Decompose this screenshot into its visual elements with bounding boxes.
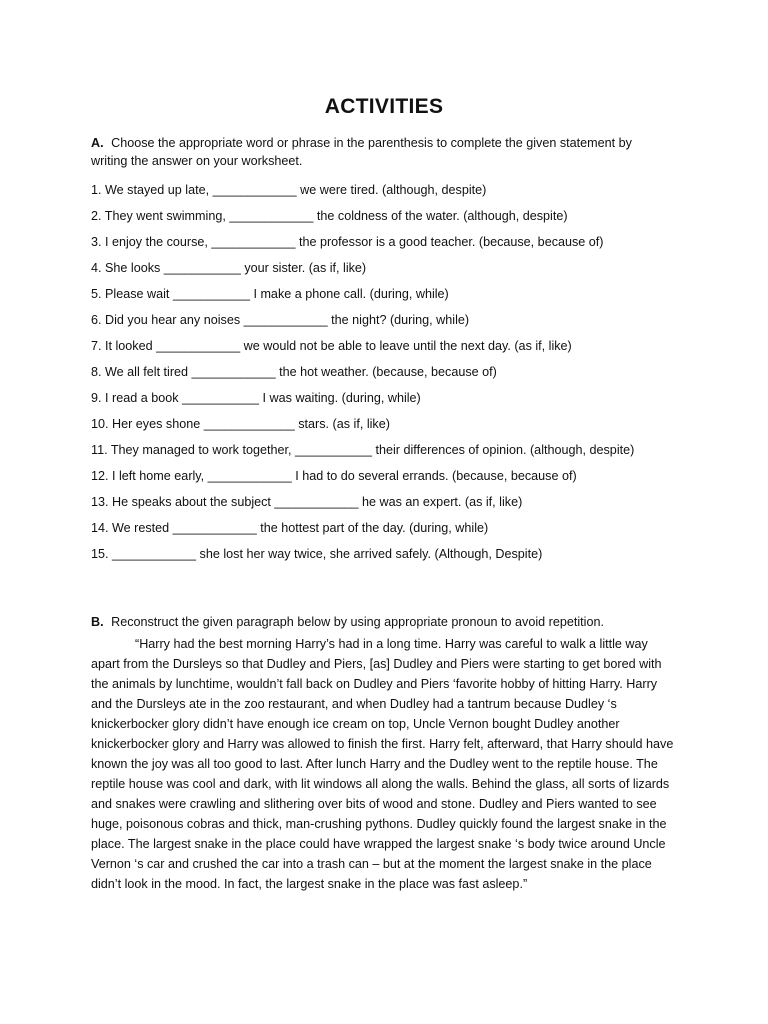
list-item: 4. She looks ___________ your sister. (as if, like) [91,261,367,275]
list-item: 6. Did you hear any noises ____________ the night? (during, while) [91,313,470,327]
list-item: 12. I left home early, ____________ I had to do several errands. (because, because of) [91,469,577,483]
section-a-instruction-text: Choose the appropriate word or phrase in the parenthesis to complete the given statement by writing the answer on your worksheet. [91,136,632,168]
section-b-instruction-text: Reconstruct the given paragraph below by using appropriate pronoun to avoid repetition. [111,615,604,629]
list-item: 5. Please wait ___________ I make a phone call. (during, while) [91,287,449,301]
section-a-items [91,181,691,571]
section-b-paragraph: “Harry had the best morning Harry’s had in a long time. Harry was careful to walk a little way apart from the Dursleys so that Dudley and Piers, [as] Dudley and Piers were starting to get bored with the animals by lunchtime, wouldn’t fall back on Dudley and Piers ‘favorite hobby of hitting Harry. Harry and the Dursleys ate in the zoo restaurant, and when Dudley had a tantrum because Dudley ‘s knickerbocker glory didn’t have enough ice cream on top, Uncle Vernon bought Dudley another knickerbocker glory and Harry was allowed to finish the first. Harry felt, afterward, that Harry should have known the joy was all too good to last. After lunch Harry and the Dudley went to the reptile house. The reptile house was cool and dark, with lit windows all along the walls. Behind the glass, all sorts of lizards and snakes were crawling and slithering over bits of wood and stone. Dudley and Piers wanted to see huge, poisonous cobras and thick, man-crushing pythons. Dudley quickly found the largest snake in the place. The largest snake in the place could have wrapped the largest snake ‘s body twice around Uncle Vernon ‘s car and crushed the car into a trash can – but at the moment the largest snake in the place didn’t look in the mood. In fact, the largest snake in the place was fast asleep.” [91,637,674,891]
list-item: 14. We rested ____________ the hottest part of the day. (during, while) [91,521,489,535]
section-b-letter: B. [91,615,104,629]
list-item: 7. It looked ____________ we would not be able to leave until the next day. (as if, like) [91,339,572,353]
list-item: 2. They went swimming, ____________ the coldness of the water. (although, despite) [91,209,568,223]
list-item: 1. We stayed up late, ____________ we were tired. (although, despite) [91,183,487,197]
section-a-instruction [91,134,651,170]
section-a-letter: A. [91,136,104,150]
list-item: 8. We all felt tired ____________ the hot weather. (because, because of) [91,365,497,379]
list-item: 15. ____________ she lost her way twice, she arrived safely. (Although, Despite) [91,547,543,561]
list-item: 10. Her eyes shone _____________ stars. (as if, like) [91,417,390,431]
list-item: 9. I read a book ___________ I was waiting. (during, while) [91,391,421,405]
section-b-instruction [91,613,711,631]
list-item: 11. They managed to work together, ___________ their differences of opinion. (although, despite) [91,443,635,457]
list-item: 3. I enjoy the course, ____________ the professor is a good teacher. (because, because of) [91,235,604,249]
page-title: ACTIVITIES [324,95,444,118]
list-item: 13. He speaks about the subject ____________ he was an expert. (as if, like) [91,495,523,509]
